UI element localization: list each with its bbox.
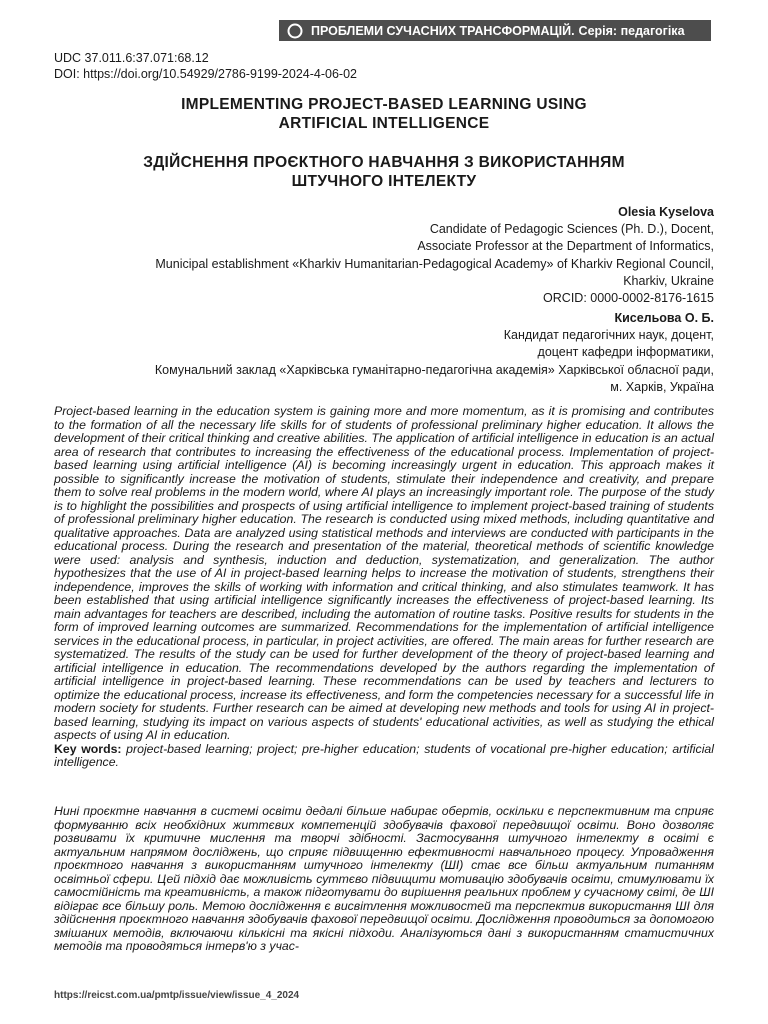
title-ukrainian-line: ШТУЧНОГО ІНТЕЛЕКТУ [291,173,477,190]
abstract-english [54,405,714,770]
title-english-line: ARTIFICIAL INTELLIGENCE [278,115,490,132]
journal-header-bar [279,20,711,41]
author-affiliation-line: Kharkiv, Ukraine [623,273,714,288]
abstract-english-text: Project-based learning in the education system is gaining more and more momentum, as it is promising and contributes to the formation of all the necessary life skills for of students of professional preliminary higher education. It allows the development of their critical thinking and creative abilities. The application of artificial intelligence in education is an actual area of research that contributes to increasing the effectiveness of the educational process. Implementation of project-based learning using artificial intelligence (AI) is becoming increasingly urgent in education. This approach makes it possible to significantly increase the motivation of students, stimulate their independence and creativity, and prepare them to solve real problems in the modern world, where AI plays an increasingly important role. The purpose of the study is to highlight the possibilities and prospects of using artificial intelligence to implement project-based training of students of professional preliminary higher education. The research is conducted using mixed methods, including quantitative and qualitative approaches. Data are analyzed using statistical methods and interviews are conducted with participants in the educational process. During the research and presentation of the material, theoretical methods of scientific knowledge were used: analysis and synthesis, induction and deduction, systematization, and generalization. The author hypothesizes that the use of AI in project-based learning helps to increase the motivation of students, strengthens their independence, improves the skills of working with information and critical thinking, and also stimulates teamwork. It has been established that using artificial intelligence significantly increases the effectiveness of project-based learning. Its main advantages for teachers are described, including the automation of routine tasks. Positive results for students in the form of improved learning outcomes are summarized. Recommendations for the implementation of artificial intelligence services in the educational process, in particular, in project activities, are offered. The main areas for further research are systematized. The results of the study can be used for further development of the theory of project-based learning and artificial intelligence in education. The recommendations developed by the authors regarding the implementation of artificial intelligence in project-based learning. These recommendations can be used by teachers and lecturers to optimize the educational process, increase its effectiveness, and form the competencies necessary for a successful life in modern society for students. Further research can be aimed at developing new methods and tools for using AI in project-based learning, studying its impact on various aspects of students' educational activities, as well as studying the ethical aspects of using AI in education. [54,404,714,742]
author-name: Olesia Kyselova [618,205,714,219]
journal-logo-icon [287,23,303,39]
keywords-label: Key words: [54,741,122,756]
title-english [54,95,714,133]
journal-series: Серія: педагогіка [578,23,685,38]
author-block-english [155,204,714,307]
author-affiliation-line-ua: доцент кафедри інформатики, [537,345,714,360]
title-ukrainian [54,153,714,191]
author-affiliation-line: Associate Professor at the Department of Informatics, [417,239,714,254]
article-meta [54,50,357,82]
udc-code: UDC 37.011.6:37.071:68.12 [54,51,209,65]
title-ukrainian-line: ЗДІЙСНЕННЯ ПРОЄКТНОГО НАВЧАННЯ З ВИКОРИСТАННЯМ [143,154,625,171]
author-block-ukrainian [155,310,714,396]
author-affiliation-line: Candidate of Pedagogic Sciences (Ph. D.), Docent, [429,222,714,237]
author-affiliation-line-ua: м. Харків, Україна [610,379,714,394]
keywords-text: project-based learning; project; pre-higher education; students of vocational pre-higher education; artificial intelligence. [54,741,714,769]
author-name-ua: Кисельова О. Б. [614,311,714,325]
title-english-line: IMPLEMENTING PROJECT-BASED LEARNING USING [181,96,587,113]
abstract-ukrainian [54,805,714,954]
abstract-ukrainian-text: Нині проєктне навчання в системі освіти дедалі більше набирає обертів, оскільки є перспективним та сприяє формуванню всіх необхідних життєвих компетенцій здобувачів фахової передвищої освіти. Воно дозволяє розвивати їх критичне мислення та творчі здібності. Застосування штучного інтелекту в освіті є актуальним напрямом досліджень, що сприяє підвищенню ефективності навчального процесу. Упровадження проєктного навчання з використанням штучного інтелекту (ШІ) стає все більш актуальним питанням освітньої сфери. Цей підхід дає можливість суттєво підвищити мотивацію здобувачів освіти, стимулювати їх самостійність та креативність, а також підготувати до вирішення реальних проблем у сучасному світі, де ШІ відіграє все більшу роль. Метою дослідження є висвітлення можливостей та перспектив використання ШІ для здійснення проєктного навчання здобувачів фахової передвищої освіти. Дослідження проводиться за допомогою змішаних методів, включаючи кількісні та якісні підходи. Аналізуються дані з використанням статистичних методів та проводяться інтерв'ю з учас- [54,804,714,953]
author-orcid: ORCID: 0000-0002-8176-1615 [543,291,714,306]
doi-link[interactable]: DOI: https://doi.org/10.54929/2786-9199-2024-4-06-02 [54,67,357,81]
footer-url[interactable]: https://reicst.com.ua/pmtp/issue/view/issue_4_2024 [54,990,300,1001]
author-affiliation-line-ua: Кандидат педагогічних наук, доцент, [503,328,714,343]
author-affiliation-line: Municipal establishment «Kharkiv Humanitarian-Pedagogical Academy» of Kharkiv Regional Council, [155,256,714,271]
journal-title: ПРОБЛЕМИ СУЧАСНИХ ТРАНСФОРМАЦІЙ. [311,23,575,38]
author-affiliation-line-ua: Комунальний заклад «Харківська гуманітарно-педагогічна академія» Харківської обласної ради, [154,362,714,377]
